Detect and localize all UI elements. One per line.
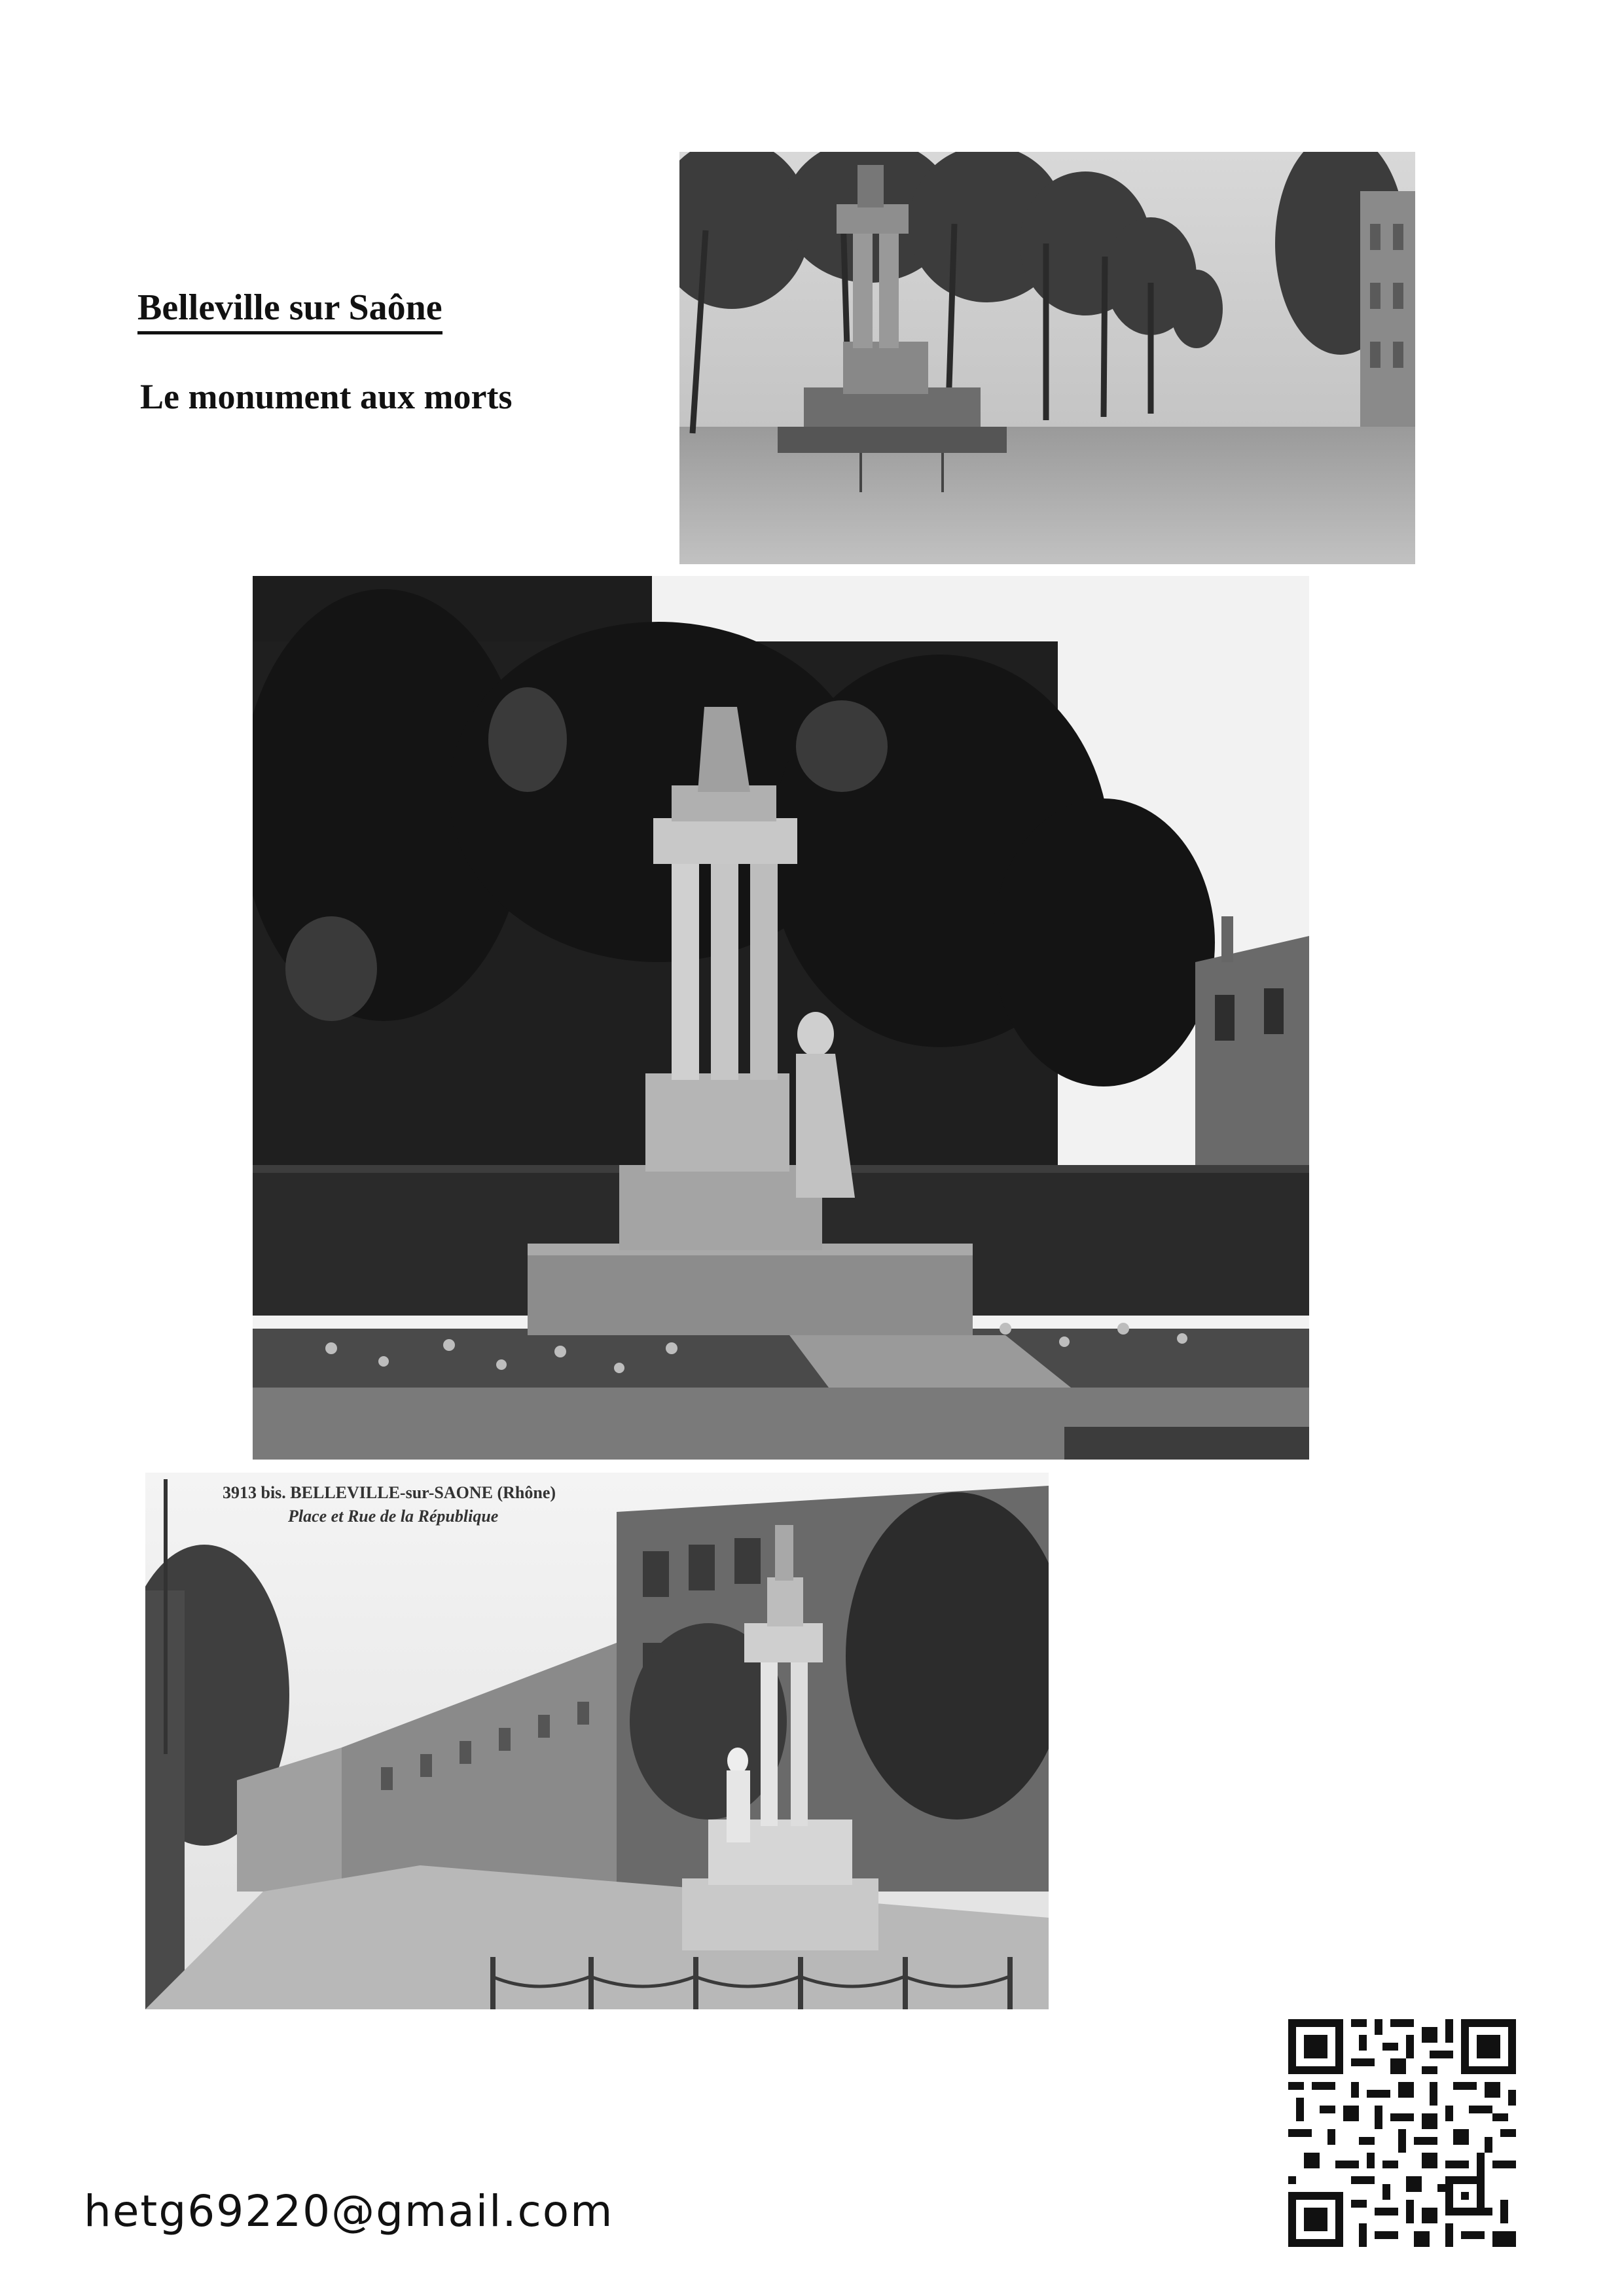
page-title: Belleville sur Saône [137, 287, 442, 334]
photo-monument-aux-morts-modern [253, 576, 1309, 1460]
postcard-photo-place-de-la-republique [145, 1473, 1049, 2009]
postcard-caption-line1: 3913 bis. BELLEVILLE-sur-SAONE (Rhône) [223, 1483, 556, 1502]
qr-code-icon [1288, 2019, 1516, 2247]
postcard-caption-line2: Place et Rue de la République [288, 1507, 499, 1526]
contact-email: hetg69220@gmail.com [84, 2186, 614, 2236]
page-subtitle: Le monument aux morts [140, 377, 513, 416]
postcard-photo-levee-du-port [679, 152, 1415, 584]
